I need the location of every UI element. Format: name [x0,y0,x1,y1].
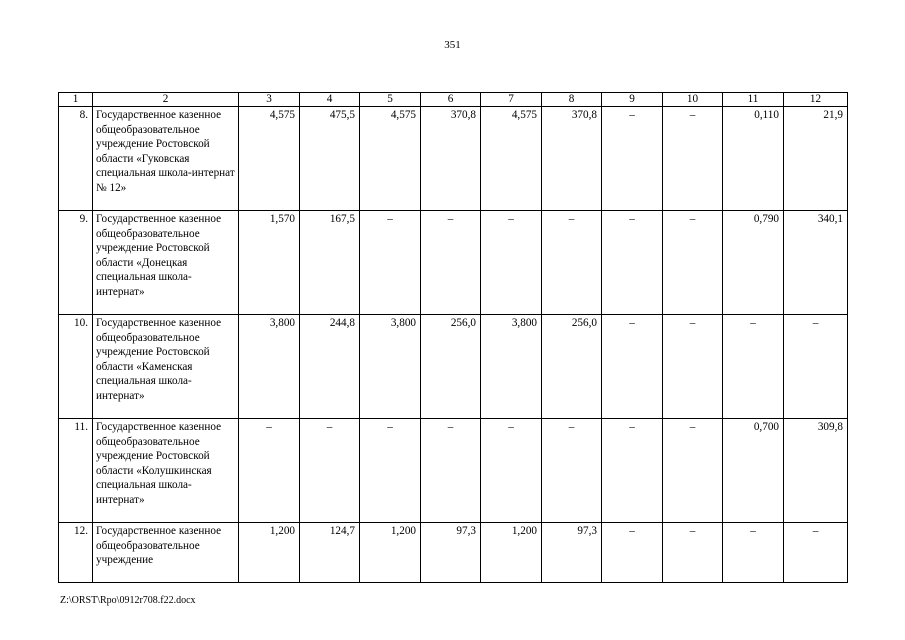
column-header: 12 [784,93,848,107]
value-cell: – [481,211,542,315]
value-cell: 21,9 [784,107,848,211]
value-cell: – [602,315,663,419]
value-cell: 256,0 [421,315,481,419]
value-cell: 167,5 [300,211,360,315]
table-row [59,211,848,315]
value-cell: 97,3 [542,523,602,583]
value-cell: – [663,211,723,315]
column-header: 10 [663,93,723,107]
value-cell: 1,200 [360,523,421,583]
value-cell: 97,3 [421,523,481,583]
value-cell: – [663,419,723,523]
file-path-footer: Z:\ORST\Rpo\0912r708.f22.docx [60,595,196,606]
institution-name: Государственное казенное общеобразовательное учреждение Ростовской области «Каменская специальная школа-интернат» [93,315,239,419]
value-cell: 3,800 [239,315,300,419]
table-row [59,107,848,211]
table-row [59,419,848,523]
value-cell: 256,0 [542,315,602,419]
value-cell: 4,575 [239,107,300,211]
value-cell: – [602,211,663,315]
column-header: 11 [723,93,784,107]
value-cell: 4,575 [481,107,542,211]
column-header: 8 [542,93,602,107]
column-header: 4 [300,93,360,107]
value-cell: 309,8 [784,419,848,523]
value-cell: – [602,523,663,583]
value-cell: – [421,419,481,523]
value-cell: 3,800 [360,315,421,419]
value-cell: – [481,419,542,523]
value-cell: – [239,419,300,523]
institution-name: Государственное казенное общеобразовательное учреждение [93,523,239,583]
value-cell: – [663,107,723,211]
value-cell: 1,200 [239,523,300,583]
value-cell: 340,1 [784,211,848,315]
institution-name: Государственное казенное общеобразовательное учреждение Ростовской области «Колушкинская специальная школа-интернат» [93,419,239,523]
value-cell: – [784,315,848,419]
data-table [58,92,848,583]
value-cell: – [784,523,848,583]
row-number: 12. [59,523,93,583]
value-cell: – [542,419,602,523]
value-cell: – [421,211,481,315]
value-cell: 3,800 [481,315,542,419]
value-cell: – [663,523,723,583]
page-number: 351 [444,39,461,51]
value-cell: – [723,315,784,419]
column-header: 6 [421,93,481,107]
value-cell: – [360,419,421,523]
value-cell: 244,8 [300,315,360,419]
table-header [59,93,848,107]
value-cell: – [360,211,421,315]
value-cell: 370,8 [542,107,602,211]
institution-name: Государственное казенное общеобразовательное учреждение Ростовской области «Донецкая специальная школа-интернат» [93,211,239,315]
value-cell: – [300,419,360,523]
value-cell: – [602,419,663,523]
table-row [59,523,848,583]
row-number: 11. [59,419,93,523]
value-cell: 124,7 [300,523,360,583]
table-body [59,107,848,583]
value-cell: – [542,211,602,315]
table-row [59,315,848,419]
value-cell: 0,700 [723,419,784,523]
value-cell: 1,200 [481,523,542,583]
institution-name: Государственное казенное общеобразовательное учреждение Ростовской области «Гуковская специальная школа-интернат № 12» [93,107,239,211]
value-cell: – [663,315,723,419]
column-header: 9 [602,93,663,107]
column-header: 1 [59,93,93,107]
value-cell: 475,5 [300,107,360,211]
column-header: 2 [93,93,239,107]
value-cell: 4,575 [360,107,421,211]
row-number: 10. [59,315,93,419]
row-number: 8. [59,107,93,211]
value-cell: – [602,107,663,211]
row-number: 9. [59,211,93,315]
value-cell: 0,790 [723,211,784,315]
value-cell: 370,8 [421,107,481,211]
column-header: 5 [360,93,421,107]
header-row [59,93,848,107]
column-header: 7 [481,93,542,107]
value-cell: 1,570 [239,211,300,315]
value-cell: – [723,523,784,583]
column-header: 3 [239,93,300,107]
value-cell: 0,110 [723,107,784,211]
